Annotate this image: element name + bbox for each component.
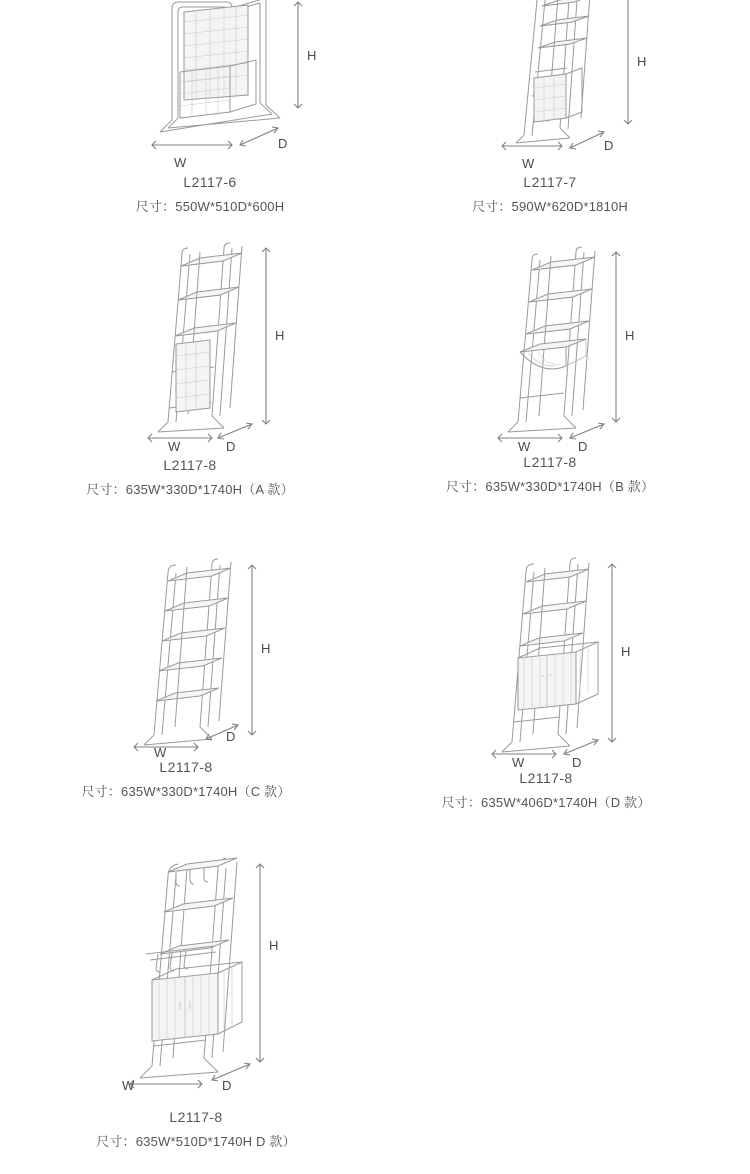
product-drawing-l2117-8-d — [396, 556, 696, 771]
dimension-w-label: W — [168, 439, 181, 454]
product-dimensions: 尺寸：635W*330D*1740H（C 款） — [81, 784, 291, 800]
dimension-d-label: D — [222, 1078, 232, 1093]
product-card-l2117-8-c — [36, 545, 336, 813]
product-drawing-l2117-8-c — [36, 545, 336, 760]
dimension-d-label: D — [278, 136, 288, 151]
product-caption-l2117-8-e — [36, 1110, 356, 1150]
product-dimensions: 尺寸：590W*620D*1810H — [471, 199, 629, 215]
dimension-w-label: W — [174, 155, 187, 170]
dimension-h-label: H — [307, 48, 317, 63]
product-model: L2117-8 — [523, 454, 577, 470]
product-drawing-l2117-8-a — [40, 248, 340, 458]
product-model: L2117-8 — [159, 759, 213, 775]
product-model: L2117-7 — [523, 174, 577, 190]
product-drawing-l2117-8-e — [36, 850, 356, 1110]
product-card-l2117-8-e — [36, 850, 356, 1163]
product-caption-l2117-7 — [400, 175, 700, 215]
product-model: L2117-6 — [183, 174, 237, 190]
product-model: L2117-8 — [169, 1109, 223, 1125]
dimension-d-label: D — [604, 138, 614, 153]
product-drawing-l2117-7 — [400, 0, 700, 175]
dimension-d-label: D — [578, 439, 588, 454]
product-caption-l2117-8-d — [396, 771, 696, 811]
product-dimensions: 尺寸：550W*510D*600H — [135, 199, 285, 215]
product-drawing-l2117-6 — [60, 0, 360, 175]
product-caption-l2117-8-a — [40, 458, 340, 498]
product-card-l2117-8-b — [400, 240, 700, 508]
dimension-h-label: H — [625, 328, 635, 343]
product-caption-l2117-8-b — [400, 455, 700, 495]
dimension-h-label: H — [621, 644, 631, 659]
product-card-l2117-8-d — [396, 556, 696, 824]
product-model: L2117-8 — [163, 457, 217, 473]
dimension-w-label: W — [512, 755, 525, 770]
product-model: L2117-8 — [519, 770, 573, 786]
dimension-h-label: H — [275, 328, 285, 343]
product-drawing-l2117-8-b — [400, 240, 700, 455]
product-caption-l2117-8-c — [36, 760, 336, 800]
product-dimensions: 尺寸：635W*330D*1740H（A 款） — [86, 482, 294, 498]
dimension-d-label: D — [572, 755, 582, 770]
dimension-h-label: H — [261, 641, 271, 656]
dimension-d-label: D — [226, 729, 236, 744]
product-caption-l2117-6 — [60, 175, 360, 215]
dimension-d-label: D — [226, 439, 236, 454]
dimension-w-label: W — [522, 156, 535, 171]
product-card-l2117-7 — [400, 0, 700, 228]
dimension-w-label: W — [154, 745, 167, 760]
dimension-h-label: H — [637, 54, 647, 69]
dimension-h-label: H — [269, 938, 279, 953]
product-card-l2117-6 — [60, 0, 360, 228]
product-dimensions: 尺寸：635W*510D*1740H D 款） — [96, 1134, 296, 1150]
product-card-l2117-8-a — [40, 248, 340, 511]
product-dimensions: 尺寸：635W*330D*1740H（B 款） — [445, 479, 655, 495]
dimension-w-label: W — [518, 439, 531, 454]
product-dimensions: 尺寸：635W*406D*1740H（D 款） — [441, 795, 651, 811]
dimension-w-label: W — [122, 1078, 135, 1093]
